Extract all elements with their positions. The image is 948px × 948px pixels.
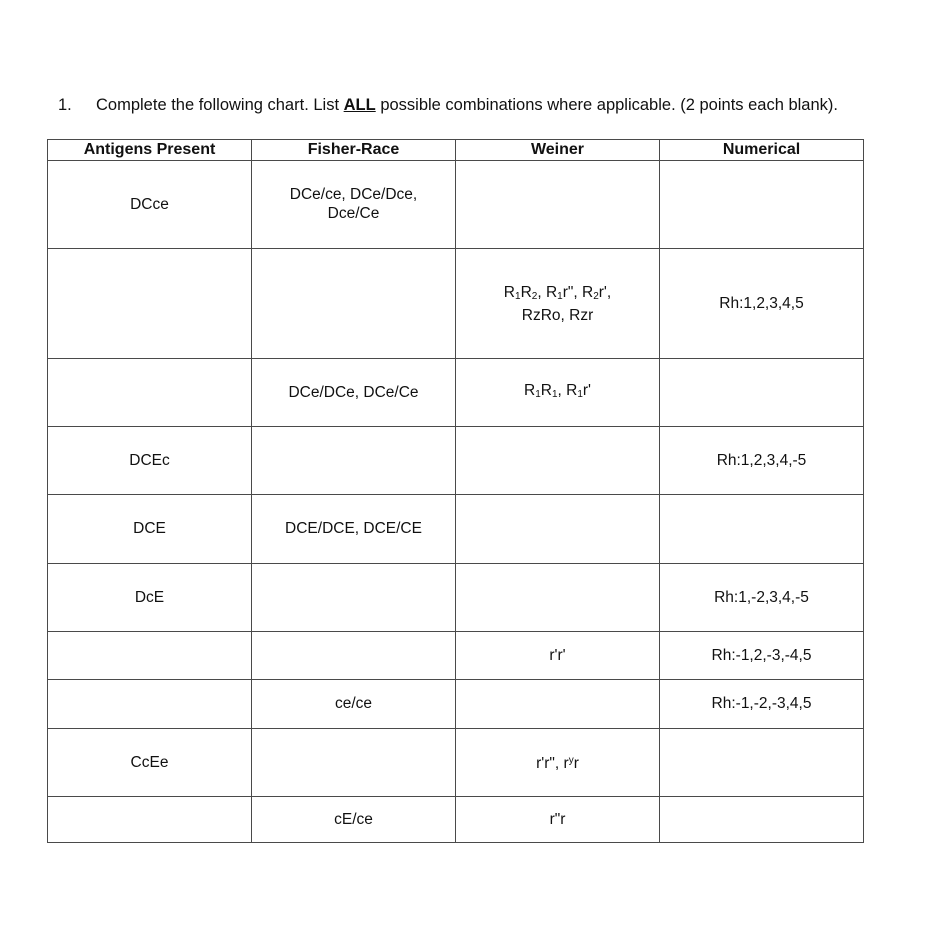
question-emphasis: ALL xyxy=(343,96,376,114)
table-row xyxy=(48,564,864,632)
rh-typing-chart xyxy=(47,139,864,843)
numerical-cell[interactable]: Rh:-1,2,-3,-4,5 xyxy=(660,632,864,680)
header-antigens-present: Antigens Present xyxy=(48,140,252,161)
fisher-race-cell[interactable] xyxy=(252,161,456,249)
question-prompt xyxy=(58,96,838,115)
antigens-cell[interactable] xyxy=(48,359,252,427)
table-row xyxy=(48,427,864,495)
table-row xyxy=(48,249,864,359)
fisher-race-cell[interactable]: DCE/DCE, DCE/CE xyxy=(252,495,456,564)
antigens-cell[interactable] xyxy=(48,632,252,680)
table-row xyxy=(48,680,864,729)
antigens-cell[interactable]: DCce xyxy=(48,161,252,249)
numerical-cell[interactable]: Rh:1,2,3,4,5 xyxy=(660,249,864,359)
header-numerical: Numerical xyxy=(660,140,864,161)
antigens-cell[interactable]: DcE xyxy=(48,564,252,632)
weiner-cell[interactable] xyxy=(456,249,660,359)
numerical-cell[interactable]: Rh:-1,-2,-3,4,5 xyxy=(660,680,864,729)
table-row xyxy=(48,359,864,427)
numerical-cell[interactable] xyxy=(660,729,864,797)
fisher-race-cell[interactable]: ce/ce xyxy=(252,680,456,729)
weiner-cell[interactable] xyxy=(456,729,660,797)
antigens-cell[interactable] xyxy=(48,680,252,729)
table-row xyxy=(48,797,864,843)
numerical-cell[interactable] xyxy=(660,161,864,249)
table-row xyxy=(48,632,864,680)
antigens-cell[interactable]: DCE xyxy=(48,495,252,564)
fisher-race-cell[interactable] xyxy=(252,249,456,359)
weiner-cell[interactable] xyxy=(456,427,660,495)
numerical-cell[interactable] xyxy=(660,495,864,564)
numerical-cell[interactable] xyxy=(660,359,864,427)
question-number: 1. xyxy=(58,96,72,114)
table-row xyxy=(48,729,864,797)
fisher-race-cell[interactable] xyxy=(252,564,456,632)
weiner-cell[interactable]: r'r' xyxy=(456,632,660,680)
weiner-cell[interactable] xyxy=(456,680,660,729)
weiner-value: $R_1R_1$, $R_1r'$ xyxy=(523,381,592,400)
header-weiner: Weiner xyxy=(456,140,660,161)
fisher-race-text: DCe/ce, DCe/Dce, Dce/Ce xyxy=(289,186,418,222)
weiner-value: r'r", $r^yr$ xyxy=(536,755,579,772)
weiner-cell[interactable] xyxy=(456,359,660,427)
fisher-race-cell[interactable]: DCe/DCe, DCe/Ce xyxy=(252,359,456,427)
header-fisher-race: Fisher-Race xyxy=(252,140,456,161)
antigens-cell[interactable]: DCEc xyxy=(48,427,252,495)
numerical-cell[interactable] xyxy=(660,797,864,843)
weiner-cell[interactable] xyxy=(456,564,660,632)
antigens-cell[interactable] xyxy=(48,249,252,359)
table-row xyxy=(48,161,864,249)
fisher-race-cell[interactable]: cE/ce xyxy=(252,797,456,843)
weiner-cell[interactable] xyxy=(456,161,660,249)
table-row xyxy=(48,495,864,564)
antigens-cell[interactable] xyxy=(48,797,252,843)
weiner-cell[interactable] xyxy=(456,495,660,564)
numerical-cell[interactable]: Rh:1,-2,3,4,-5 xyxy=(660,564,864,632)
fisher-race-cell[interactable] xyxy=(252,632,456,680)
antigens-cell[interactable]: CcEe xyxy=(48,729,252,797)
fisher-race-cell[interactable] xyxy=(252,427,456,495)
header-row xyxy=(48,140,864,161)
fisher-race-cell[interactable] xyxy=(252,729,456,797)
question-text-before: Complete the following chart. List xyxy=(96,96,340,114)
weiner-cell[interactable]: r"r xyxy=(456,797,660,843)
numerical-cell[interactable]: Rh:1,2,3,4,-5 xyxy=(660,427,864,495)
question-text-after: possible combinations where applicable. (2 points each blank). xyxy=(380,96,838,114)
weiner-value: $R_1R_2$, $R_1r$", $R_2r'$, RzRo, Rzr xyxy=(503,283,612,324)
